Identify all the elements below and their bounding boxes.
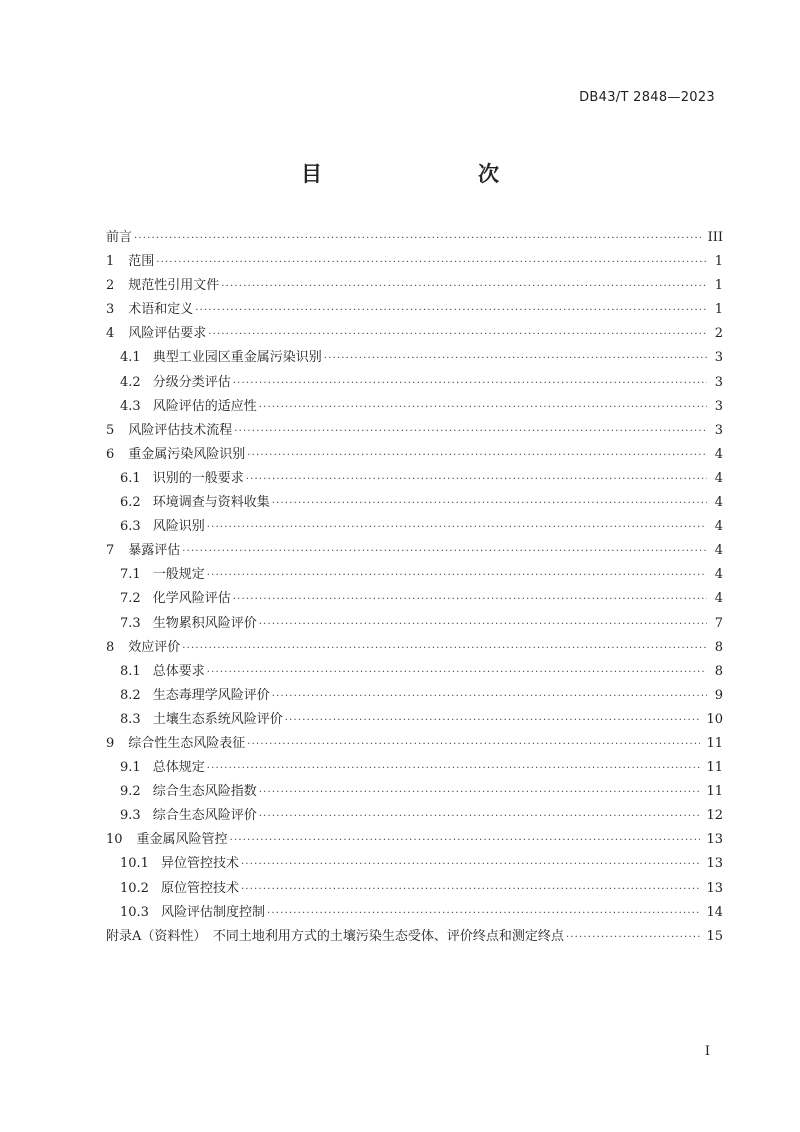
dot-leader — [230, 835, 701, 846]
toc-entry-label — [106, 274, 219, 293]
toc-entry-label — [120, 877, 239, 896]
toc-entry-label — [106, 732, 245, 751]
toc-entry[interactable] — [106, 250, 723, 274]
toc-entry-label — [120, 708, 283, 727]
toc-entry-number: 2 — [106, 278, 115, 294]
page-number: I — [704, 1044, 710, 1059]
toc-entry-number: 9.2 — [120, 784, 141, 800]
toc-entry-number: 4.3 — [120, 398, 141, 414]
toc-entry[interactable] — [106, 395, 723, 419]
dot-leader — [182, 546, 707, 557]
toc-entry-page: 12 — [706, 808, 723, 824]
toc-entry-label — [120, 660, 205, 679]
toc-entry-number: 10 — [106, 832, 123, 848]
toc-entry[interactable] — [106, 756, 723, 780]
dot-leader — [267, 908, 700, 919]
toc-entry[interactable] — [106, 925, 723, 949]
toc-entry-page: 4 — [714, 567, 723, 583]
toc-entry-text: 生态毒理学风险评价 — [152, 687, 270, 703]
toc-entry-text: 范围 — [128, 254, 155, 270]
toc-entry-label — [120, 804, 257, 823]
toc-entry-label — [120, 852, 239, 871]
toc-entry-label — [106, 250, 154, 269]
toc-entry[interactable] — [106, 539, 723, 563]
toc-entry-text: 风险评估制度控制 — [160, 904, 265, 920]
dot-leader — [247, 450, 707, 461]
toc-entry-text: 附录A（资料性） 不同土地利用方式的土壤污染生态受体、评价终点和测定终点 — [106, 928, 564, 944]
toc-entry-number: 3 — [106, 302, 115, 318]
dot-leader — [241, 884, 700, 895]
dot-leader — [207, 570, 707, 581]
toc-entry-page: 13 — [706, 832, 723, 848]
dot-leader — [259, 402, 707, 413]
toc-entry-text: 风险评估技术流程 — [128, 422, 233, 438]
toc-entry-text: 一般规定 — [152, 567, 205, 583]
toc-entry-page: 2 — [714, 326, 723, 342]
toc-entry-label — [106, 322, 206, 341]
toc-entry-page: 11 — [706, 760, 723, 776]
dot-leader — [259, 619, 707, 630]
dot-leader — [246, 474, 707, 485]
toc-entry-label — [120, 491, 270, 510]
toc-entry-number: 8.1 — [120, 663, 141, 679]
toc-entry-number: 9.3 — [120, 808, 141, 824]
dot-leader — [233, 378, 707, 389]
dot-leader — [221, 281, 707, 292]
toc-entry-page: 1 — [714, 302, 723, 318]
toc-entry-text: 综合生态风险评价 — [152, 808, 257, 824]
toc-entry[interactable] — [106, 274, 723, 298]
toc-entry[interactable] — [106, 346, 723, 370]
toc-entry-number: 6.3 — [120, 519, 141, 535]
toc-entry[interactable] — [106, 636, 723, 660]
toc-entry-page: 3 — [714, 422, 723, 438]
toc-entry-page: 11 — [706, 784, 723, 800]
dot-leader — [233, 594, 707, 605]
toc-entry-number: 7.2 — [120, 591, 141, 607]
dot-leader — [324, 353, 707, 364]
toc-entry-number: 4.1 — [120, 350, 141, 366]
dot-leader — [207, 667, 707, 678]
toc-entry-page: III — [707, 230, 723, 245]
toc-entry-number: 4.2 — [120, 374, 141, 390]
toc-entry-label — [120, 756, 205, 775]
toc-entry-page: 4 — [714, 519, 723, 535]
toc-entry-page: 4 — [714, 543, 723, 559]
toc-entry-label — [106, 298, 193, 317]
toc-entry[interactable] — [106, 804, 723, 828]
toc-entry[interactable] — [106, 901, 723, 925]
toc-entry-page: 4 — [714, 495, 723, 511]
toc-entry-page: 4 — [714, 446, 723, 462]
toc-entry[interactable] — [106, 732, 723, 756]
toc-entry-number: 10.2 — [120, 880, 149, 896]
toc-entry-page: 3 — [714, 350, 723, 366]
toc-entry-text: 前言 — [106, 230, 133, 245]
toc-entry[interactable] — [106, 371, 723, 395]
toc-entry-text: 总体规定 — [152, 760, 205, 776]
dot-leader — [182, 643, 707, 654]
toc-entry-text: 典型工业园区重金属污染识别 — [152, 350, 322, 366]
toc-entry-label — [106, 443, 245, 462]
toc-entry[interactable] — [106, 852, 723, 876]
dot-leader — [208, 329, 707, 340]
toc-entry[interactable] — [106, 612, 723, 636]
dot-leader — [156, 257, 707, 268]
toc-entry-page: 7 — [714, 615, 723, 631]
page-title: 目 次 — [301, 162, 537, 186]
toc-entry-text: 综合性生态风险表征 — [128, 735, 246, 751]
toc-entry-label — [120, 395, 257, 414]
toc-entry-page: 4 — [714, 591, 723, 607]
toc-entry[interactable] — [106, 563, 723, 587]
toc-entry-number: 6.1 — [120, 470, 141, 486]
dot-leader — [272, 691, 707, 702]
dot-leader — [134, 233, 702, 244]
toc-entry-text: 环境调查与资料收集 — [152, 495, 270, 511]
toc-entry-number: 7.3 — [120, 615, 141, 631]
toc-entry-page: 11 — [706, 735, 723, 751]
toc-entry-text: 异位管控技术 — [160, 856, 239, 872]
toc-entry-number: 5 — [106, 422, 115, 438]
dot-leader — [195, 305, 707, 316]
toc-entry-number: 9.1 — [120, 760, 141, 776]
toc-entry-text: 规范性引用文件 — [128, 278, 220, 294]
toc-entry-number: 6.2 — [120, 495, 141, 511]
toc-entry-text: 重金属污染风险识别 — [128, 446, 246, 462]
toc-entry-page: 3 — [714, 398, 723, 414]
toc-entry[interactable] — [106, 780, 723, 804]
toc-entry-label — [106, 636, 180, 655]
toc-entry-label — [120, 780, 257, 799]
toc-entry-label — [120, 612, 257, 631]
toc-entry-text: 暴露评估 — [128, 543, 181, 559]
toc-entry-text: 效应评价 — [128, 639, 181, 655]
dot-leader — [285, 715, 701, 726]
toc-entry-page: 15 — [706, 928, 723, 944]
toc-entry-label — [120, 563, 205, 582]
dot-leader — [259, 811, 701, 822]
dot-leader — [241, 859, 700, 870]
toc-entry-number: 7 — [106, 543, 115, 559]
toc-entry-text: 土壤生态系统风险评价 — [152, 711, 283, 727]
toc-entry-page: 1 — [714, 278, 723, 294]
toc-entry-page: 4 — [714, 470, 723, 486]
standard-code: DB43/T 2848—2023 — [579, 90, 715, 105]
toc-entry[interactable] — [106, 419, 723, 443]
toc-entry[interactable] — [106, 877, 723, 901]
toc-entry[interactable] — [106, 226, 723, 250]
toc-entry-label — [106, 419, 232, 438]
toc-entry[interactable] — [106, 515, 723, 539]
dot-leader — [259, 787, 701, 798]
toc-entry[interactable] — [106, 298, 723, 322]
dot-leader — [272, 498, 707, 509]
toc-entry-text: 生物累积风险评价 — [152, 615, 257, 631]
toc-entry-number: 7.1 — [120, 567, 141, 583]
toc-entry-page: 14 — [706, 904, 723, 920]
toc-entry-text: 风险评估的适应性 — [152, 398, 257, 414]
toc-entry-number: 1 — [106, 254, 115, 270]
dot-leader — [207, 522, 707, 533]
toc-entry[interactable] — [106, 828, 723, 852]
toc-entry-number: 8 — [106, 639, 115, 655]
toc-entry-label — [106, 828, 228, 847]
toc-entry-number: 8.2 — [120, 687, 141, 703]
toc-entry-label — [120, 901, 265, 920]
table-of-contents — [106, 226, 723, 949]
toc-entry-text: 风险识别 — [152, 519, 205, 535]
toc-entry-page: 13 — [706, 856, 723, 872]
toc-entry[interactable] — [106, 708, 723, 732]
toc-entry-page: 1 — [714, 254, 723, 270]
toc-entry-text: 化学风险评估 — [152, 591, 231, 607]
toc-entry-text: 总体要求 — [152, 663, 205, 679]
toc-entry-label — [120, 684, 270, 703]
toc-entry-text: 原位管控技术 — [160, 880, 239, 896]
toc-entry-number: 6 — [106, 446, 115, 462]
toc-entry-label — [120, 467, 244, 486]
toc-entry-number: 8.3 — [120, 711, 141, 727]
toc-entry-number: 4 — [106, 326, 115, 342]
toc-entry-page: 10 — [706, 711, 723, 727]
toc-entry-label — [120, 371, 231, 390]
toc-entry-text: 风险评估要求 — [128, 326, 207, 342]
dot-leader — [207, 763, 701, 774]
toc-entry-number: 9 — [106, 735, 115, 751]
toc-entry-page: 8 — [714, 639, 723, 655]
toc-entry-number: 10.1 — [120, 856, 149, 872]
toc-entry[interactable] — [106, 467, 723, 491]
toc-entry-label — [120, 346, 322, 365]
dot-leader — [566, 932, 701, 943]
toc-entry-text: 分级分类评估 — [152, 374, 231, 390]
toc-entry-label — [106, 226, 132, 245]
toc-entry-text: 识别的一般要求 — [152, 470, 244, 486]
toc-entry-text: 术语和定义 — [128, 302, 194, 318]
toc-entry-label — [106, 925, 564, 944]
toc-entry-text: 综合生态风险指数 — [152, 784, 257, 800]
toc-entry-page: 3 — [714, 374, 723, 390]
toc-entry[interactable] — [106, 491, 723, 515]
toc-entry-label — [106, 539, 180, 558]
toc-entry-page: 13 — [706, 880, 723, 896]
toc-entry[interactable] — [106, 660, 723, 684]
toc-entry[interactable] — [106, 684, 723, 708]
toc-entry[interactable] — [106, 587, 723, 611]
toc-entry-text: 重金属风险管控 — [136, 832, 228, 848]
toc-entry[interactable] — [106, 443, 723, 467]
dot-leader — [234, 426, 707, 437]
toc-entry-label — [120, 587, 231, 606]
toc-entry-number: 10.3 — [120, 904, 149, 920]
toc-entry-page: 9 — [714, 687, 723, 703]
toc-entry-label — [120, 515, 205, 534]
dot-leader — [247, 739, 700, 750]
toc-entry-page: 8 — [714, 663, 723, 679]
toc-entry[interactable] — [106, 322, 723, 346]
